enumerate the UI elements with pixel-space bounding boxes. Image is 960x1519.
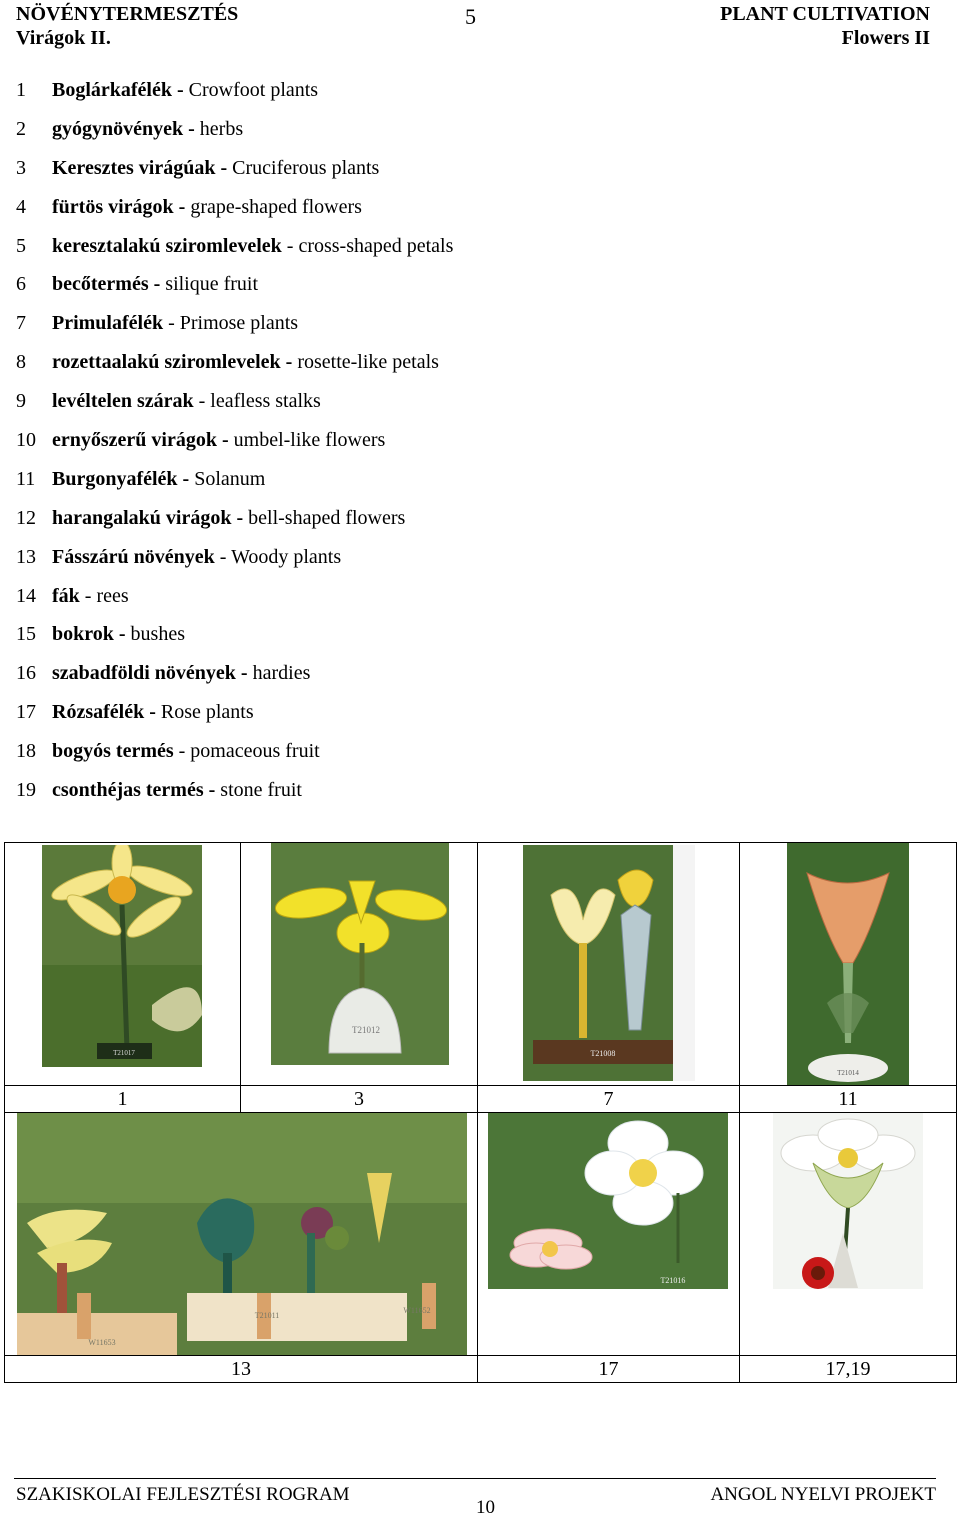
glossary-hungarian-term: keresztalakú sziromlevelek (52, 234, 282, 257)
glossary-hungarian-term: bokrok - (52, 623, 126, 646)
buttercup-model-photo (42, 845, 202, 1067)
glossary-number: 1 (16, 79, 26, 101)
svg-text:T21016: T21016 (660, 1276, 686, 1285)
glossary-item (16, 232, 916, 271)
glossary-english-term: herbs (194, 117, 244, 140)
caption-11: 11 (740, 1086, 957, 1113)
glossary-number: 18 (16, 740, 36, 763)
cruciferous-model-icon (271, 843, 449, 1065)
glossary-item (16, 620, 916, 659)
svg-text:T21017: T21017 (113, 1049, 135, 1057)
glossary-item (16, 309, 916, 348)
footer-program: SZAKISKOLAI FEJLESZTÉSI ROGRAM (16, 1484, 350, 1505)
glossary-hungarian-term: Keresztes virágúak - (52, 156, 228, 179)
svg-text:T21014: T21014 (837, 1069, 859, 1077)
footer-page-number: 10 (476, 1497, 495, 1518)
glossary-hungarian-term: bogyós termés (52, 740, 174, 763)
photo-cell-1 (5, 843, 241, 1086)
svg-text:W11652: W11652 (403, 1306, 431, 1315)
caption-7: 7 (478, 1086, 740, 1113)
svg-text:T21011: T21011 (254, 1311, 280, 1320)
glossary-item (16, 115, 916, 154)
header-page-number: 5 (465, 4, 476, 29)
glossary-number: 8 (16, 351, 26, 374)
glossary-english-term: silique fruit (160, 273, 259, 296)
caption-3: 3 (241, 1086, 478, 1113)
header-left-subtitle: Virágok II. (16, 27, 111, 49)
glossary-hungarian-term: harangalakú virágok - (52, 506, 244, 529)
glossary-item (16, 737, 916, 776)
glossary-item (16, 193, 916, 232)
glossary-number: 9 (16, 390, 26, 413)
glossary-english-term: - leafless stalks (193, 390, 321, 413)
glossary-item (16, 698, 916, 737)
glossary-hungarian-term: fák (52, 584, 80, 607)
photo-cell-7 (478, 843, 740, 1086)
caption-13: 13 (5, 1356, 478, 1383)
photo-table (4, 842, 957, 1383)
header-left (16, 2, 238, 50)
glossary-number: 3 (16, 156, 26, 179)
glossary-item (16, 348, 916, 387)
glossary-english-term: - cross-shaped petals (281, 234, 454, 257)
photo-cell-13 (5, 1113, 478, 1356)
glossary-english-term: umbel-like flowers (228, 429, 386, 452)
glossary-number: 16 (16, 662, 36, 685)
glossary-english-term: Crowfoot plants (183, 79, 319, 101)
glossary-number: 11 (16, 467, 36, 490)
glossary-item (16, 659, 916, 698)
glossary-english-term: Solanum (189, 467, 266, 490)
glossary-english-term: bushes (125, 623, 185, 646)
glossary-item (16, 776, 916, 815)
glossary-english-term: stone fruit (215, 779, 302, 802)
glossary-number: 6 (16, 273, 26, 296)
glossary-hungarian-term: Primulafélék (52, 312, 164, 335)
photo-cell-17 (478, 1113, 740, 1356)
glossary-hungarian-term: gyógynövények - (52, 117, 195, 140)
glossary-english-term: Cruciferous plants (227, 156, 380, 179)
woody-plants-model-icon (17, 1113, 467, 1355)
glossary-english-term: - rees (79, 584, 129, 607)
caption-1: 1 (5, 1086, 241, 1113)
glossary-number: 7 (16, 312, 26, 335)
caption-17: 17 (478, 1356, 740, 1383)
glossary-hungarian-term: fürtös virágok - (52, 195, 186, 218)
glossary-item (16, 543, 916, 582)
photo-cell-17-19 (740, 1113, 957, 1356)
glossary-english-term: - Woody plants (214, 545, 342, 568)
glossary-number: 13 (16, 545, 36, 568)
header-left-title: NÖVÉNYTERMESZTÉS (16, 3, 239, 25)
glossary-english-term: grape-shaped flowers (185, 195, 362, 218)
glossary-english-term: hardies (247, 662, 311, 685)
glossary-item (16, 76, 916, 115)
glossary-number: 12 (16, 506, 36, 529)
header-right-title: PLANT CULTIVATION (720, 3, 930, 25)
glossary-english-term: Rose plants (155, 701, 254, 724)
solanum-model-photo (787, 843, 909, 1085)
glossary-hungarian-term: ernyőszerű virágok - (52, 429, 229, 452)
glossary-number: 15 (16, 623, 36, 646)
svg-text:W11653: W11653 (88, 1338, 116, 1347)
header-right-subtitle: Flowers II (841, 27, 930, 49)
glossary-item (16, 504, 916, 543)
cruciferous-model-photo (271, 843, 449, 1065)
footer-project: ANGOL NYELVI PROJEKT (710, 1484, 936, 1505)
primrose-model-icon (523, 845, 695, 1081)
caption-17-19: 17,19 (740, 1356, 957, 1383)
glossary-item (16, 426, 916, 465)
glossary-list (16, 76, 916, 815)
stone-fruit-model-icon (773, 1113, 923, 1289)
rose-plants-model-photo (488, 1113, 728, 1289)
glossary-number: 17 (16, 701, 36, 724)
glossary-item (16, 465, 916, 504)
glossary-item (16, 270, 916, 309)
woody-plants-model-photo (17, 1113, 467, 1355)
rose-plants-model-icon (488, 1113, 728, 1289)
glossary-hungarian-term: Burgonyafélék - (52, 467, 190, 490)
glossary-hungarian-term: rozettaalakú sziromlevelek - (52, 351, 293, 374)
solanum-model-icon (787, 843, 909, 1085)
glossary-number: 5 (16, 234, 26, 257)
glossary-hungarian-term: Boglárkafélék - (52, 79, 184, 101)
glossary-english-term: rosette-like petals (292, 351, 439, 374)
glossary-hungarian-term: levéltelen szárak (52, 390, 194, 413)
glossary-number: 14 (16, 584, 36, 607)
glossary-english-term: - Primose plants (163, 312, 299, 335)
buttercup-model-icon (42, 845, 202, 1067)
glossary-hungarian-term: Rózsafélék - (52, 701, 156, 724)
glossary-hungarian-term: csonthéjas termés - (52, 779, 216, 802)
glossary-item (16, 582, 916, 621)
glossary-english-term: - pomaceous fruit (173, 740, 320, 763)
glossary-hungarian-term: szabadföldi növények - (52, 662, 248, 685)
glossary-english-term: bell-shaped flowers (243, 506, 406, 529)
photo-cell-11 (740, 843, 957, 1086)
header-right (720, 2, 930, 50)
primrose-model-photo (523, 845, 695, 1081)
glossary-number: 4 (16, 195, 26, 218)
glossary-item (16, 154, 916, 193)
svg-text:T21012: T21012 (352, 1025, 380, 1035)
glossary-number: 10 (16, 429, 36, 452)
stone-fruit-model-photo (773, 1113, 923, 1289)
glossary-number: 19 (16, 779, 36, 802)
glossary-hungarian-term: becőtermés - (52, 273, 161, 296)
glossary-hungarian-term: Fásszárú növények (52, 545, 215, 568)
glossary-item (16, 387, 916, 426)
glossary-number: 2 (16, 117, 26, 140)
footer-divider (14, 1478, 936, 1479)
svg-text:T21008: T21008 (590, 1049, 616, 1058)
photo-cell-3 (241, 843, 478, 1086)
